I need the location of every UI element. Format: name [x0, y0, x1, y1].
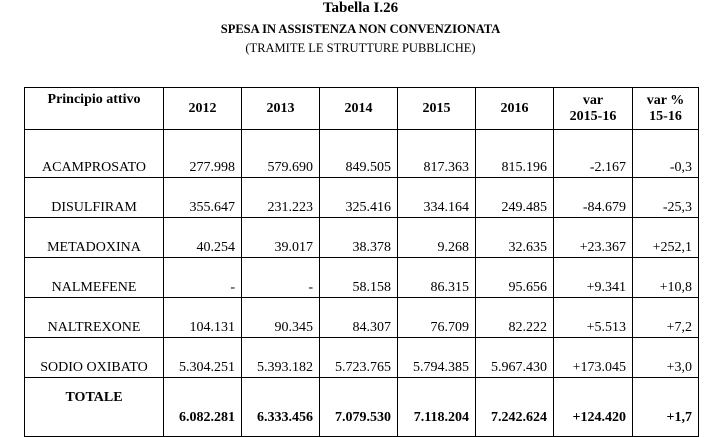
header-var-pct-line1: var %	[646, 92, 685, 108]
cell-name: ACAMPROSATO	[25, 130, 164, 178]
cell-var-pct: +252,1	[633, 218, 699, 258]
cell-name: DISULFIRAM	[25, 178, 164, 218]
cell-var-abs: +5.513	[554, 298, 633, 338]
table-row	[25, 218, 699, 258]
expenditure-table	[24, 87, 699, 437]
cell-2016: 249.485	[476, 178, 554, 218]
total-2015: 7.118.204	[398, 378, 476, 437]
cell-2016: 95.656	[476, 258, 554, 298]
cell-2014: 84.307	[320, 298, 398, 338]
cell-2013: 90.345	[242, 298, 320, 338]
cell-name: SODIO OXIBATO	[25, 338, 164, 378]
total-var-pct: +1,7	[633, 378, 699, 437]
cell-2014: 849.505	[320, 130, 398, 178]
cell-name: NALTREXONE	[25, 298, 164, 338]
cell-2016: 32.635	[476, 218, 554, 258]
header-var-pct	[633, 88, 699, 130]
cell-var-abs: +23.367	[554, 218, 633, 258]
table-row	[25, 258, 699, 298]
header-2016: 2016	[476, 88, 554, 130]
table-row	[25, 178, 699, 218]
total-2016: 7.242.624	[476, 378, 554, 437]
total-2012: 6.082.281	[164, 378, 242, 437]
total-2013: 6.333.456	[242, 378, 320, 437]
cell-var-abs: -2.167	[554, 130, 633, 178]
cell-var-pct: +10,8	[633, 258, 699, 298]
cell-2015: 76.709	[398, 298, 476, 338]
header-row	[25, 88, 699, 130]
table-title: SPESA IN ASSISTENZA NON CONVENZIONATA	[220, 22, 501, 36]
total-var-abs: +124.420	[554, 378, 633, 437]
cell-2012: -	[164, 258, 242, 298]
header-2015: 2015	[398, 88, 476, 130]
header-var-abs-line1: var	[582, 92, 604, 108]
cell-2014: 5.723.765	[320, 338, 398, 378]
cell-var-abs: +9.341	[554, 258, 633, 298]
cell-2013: 579.690	[242, 130, 320, 178]
table-row	[25, 298, 699, 338]
cell-2015: 86.315	[398, 258, 476, 298]
cell-2016: 815.196	[476, 130, 554, 178]
cell-2012: 277.998	[164, 130, 242, 178]
header-principio-attivo: Principio attivo	[25, 88, 164, 130]
cell-2014: 58.158	[320, 258, 398, 298]
cell-2016: 5.967.430	[476, 338, 554, 378]
cell-2015: 5.794.385	[398, 338, 476, 378]
total-2014: 7.079.530	[320, 378, 398, 437]
header-2012: 2012	[164, 88, 242, 130]
cell-2014: 38.378	[320, 218, 398, 258]
header-var-abs-line2: 2015-16	[569, 108, 617, 124]
cell-2016: 82.222	[476, 298, 554, 338]
cell-2012: 104.131	[164, 298, 242, 338]
cell-2013: 39.017	[242, 218, 320, 258]
cell-2013: 231.223	[242, 178, 320, 218]
table-row	[25, 130, 699, 178]
cell-2015: 9.268	[398, 218, 476, 258]
cell-2012: 355.647	[164, 178, 242, 218]
cell-var-pct: -25,3	[633, 178, 699, 218]
total-row	[25, 378, 699, 437]
cell-2013: 5.393.182	[242, 338, 320, 378]
cell-var-abs: -84.679	[554, 178, 633, 218]
cell-2015: 817.363	[398, 130, 476, 178]
cell-2015: 334.164	[398, 178, 476, 218]
cell-name: NALMEFENE	[25, 258, 164, 298]
cell-var-pct: +3,0	[633, 338, 699, 378]
cell-var-pct: -0,3	[633, 130, 699, 178]
header-2013: 2013	[242, 88, 320, 130]
cell-2012: 5.304.251	[164, 338, 242, 378]
cell-2013: -	[242, 258, 320, 298]
table-row	[25, 338, 699, 378]
cell-name: METADOXINA	[25, 218, 164, 258]
table-subtitle-note: (TRAMITE LE STRUTTURE PUBBLICHE)	[245, 41, 476, 55]
cell-2012: 40.254	[164, 218, 242, 258]
cell-2014: 325.416	[320, 178, 398, 218]
header-var-pct-line2: 15-16	[649, 108, 682, 124]
total-label: TOTALE	[25, 378, 164, 437]
table-number: Tabella I.26	[322, 0, 399, 16]
cell-var-abs: +173.045	[554, 338, 633, 378]
header-var-abs	[554, 88, 633, 130]
cell-var-pct: +7,2	[633, 298, 699, 338]
header-2014: 2014	[320, 88, 398, 130]
